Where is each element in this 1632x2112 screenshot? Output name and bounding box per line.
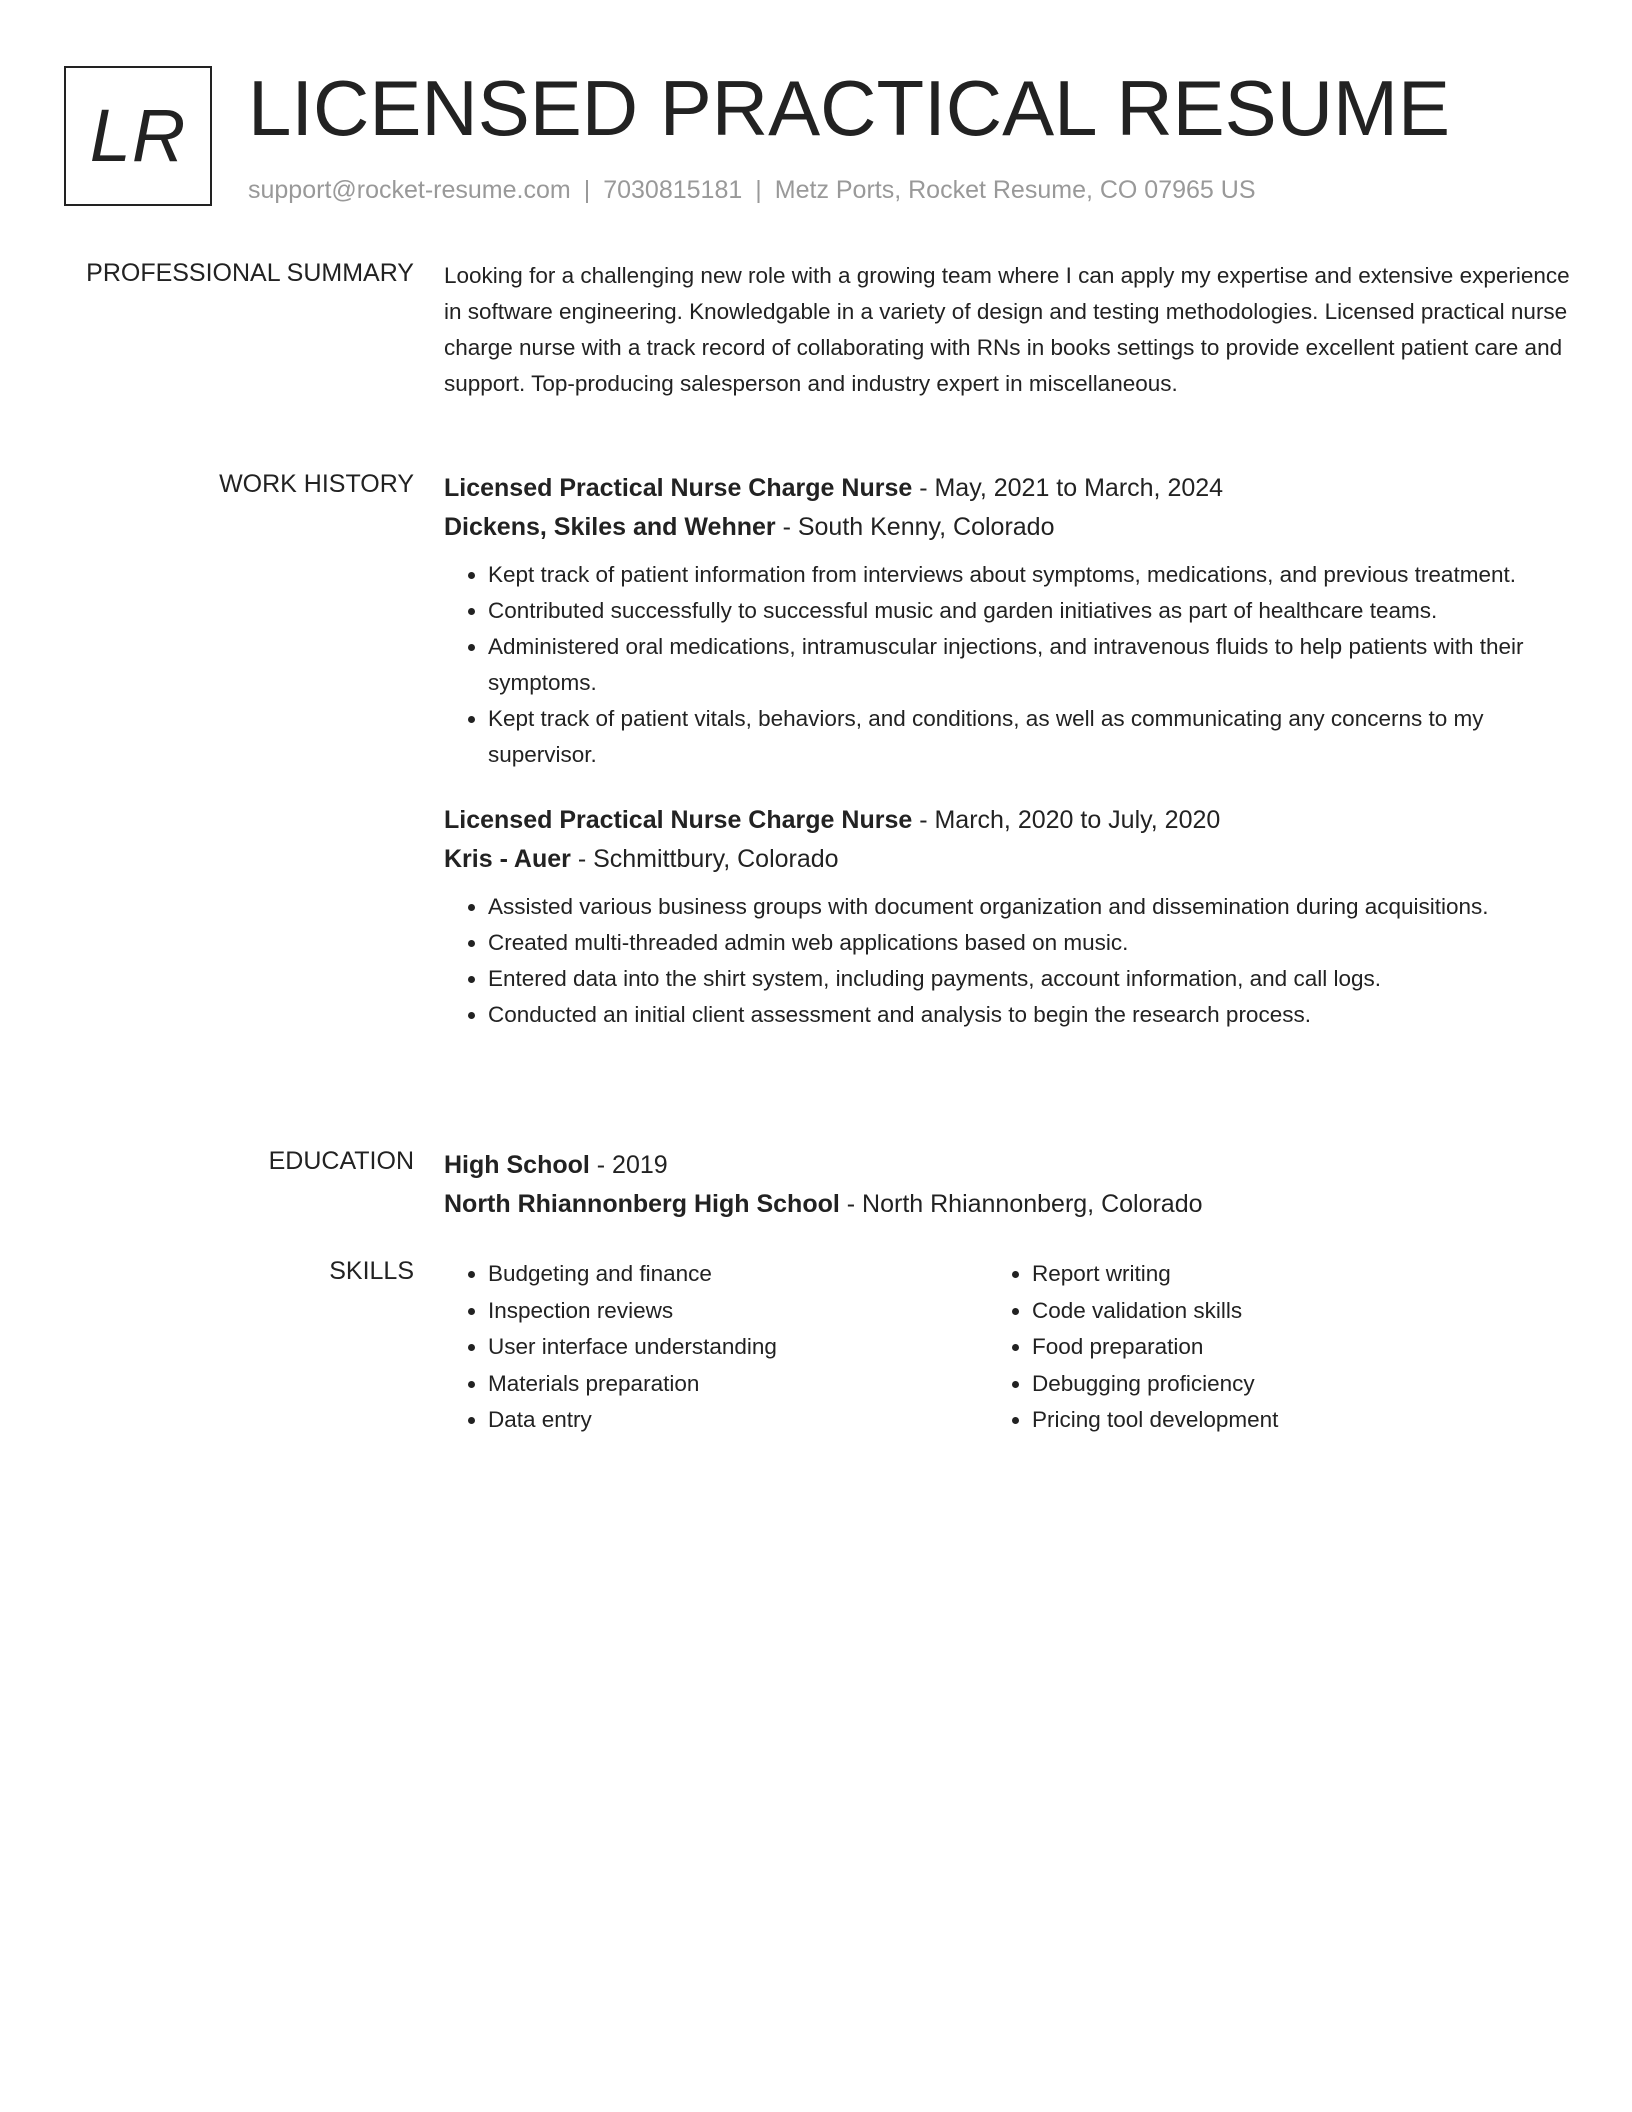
section-heading: PROFESSIONAL SUMMARY: [86, 259, 414, 287]
job-title: Licensed Practical Nurse Charge Nurse: [444, 806, 913, 834]
skill-item: • User interface understanding: [488, 1329, 988, 1366]
education-body: [444, 1146, 1570, 1224]
resume-header: [64, 66, 1568, 211]
skill-item: • Data entry: [488, 1402, 988, 1439]
contact-address: Metz Ports, Rocket Resume, CO 07965 US: [774, 176, 1256, 204]
job-entry: [444, 801, 1570, 1033]
job-dates: - May, 2021 to March, 2024: [912, 474, 1224, 502]
education-school-line: [444, 1185, 1570, 1224]
skills-column-2: [988, 1256, 1532, 1439]
section-heading: EDUCATION: [268, 1147, 414, 1175]
section-heading: WORK HISTORY: [219, 470, 414, 498]
skills-body: [444, 1256, 1570, 1439]
contact-separator: |: [583, 176, 591, 204]
job-location: - Schmittbury, Colorado: [570, 845, 839, 873]
job-bullets: [444, 557, 1570, 773]
job-bullet: • Assisted various business groups with document organization and dissemination during acquisitions.: [488, 889, 1570, 925]
education-location: - North Rhiannonberg, Colorado: [839, 1190, 1203, 1218]
skill-item: • Inspection reviews: [488, 1293, 988, 1330]
contact-email: support@rocket-resume.com: [248, 176, 571, 204]
education-school: North Rhiannonberg High School: [444, 1190, 840, 1218]
skill-item: • Code validation skills: [1032, 1293, 1532, 1330]
monogram-box: [64, 66, 212, 206]
job-title-line: [444, 801, 1570, 840]
job-bullet: • Entered data into the shirt system, including payments, account information, and call logs.: [488, 961, 1570, 997]
job-bullet: • Contributed successfully to successful music and garden initiatives as part of healthcare teams.: [488, 593, 1570, 629]
skills-column-1: [444, 1256, 988, 1439]
job-bullet: • Kept track of patient information from interviews about symptoms, medications, and previous treatment.: [488, 557, 1570, 593]
resume-name: LICENSED PRACTICAL RESUME: [248, 64, 1451, 152]
education-degree: High School: [444, 1151, 590, 1179]
skill-item: • Food preparation: [1032, 1329, 1532, 1366]
job-company: Kris - Auer: [444, 845, 571, 873]
education-year: - 2019: [589, 1151, 668, 1179]
job-entry: [444, 469, 1570, 773]
job-bullet: • Conducted an initial client assessment and analysis to begin the research process.: [488, 997, 1570, 1033]
job-bullet: • Kept track of patient vitals, behaviors, and conditions, as well as communicating any concerns to my supervisor.: [488, 701, 1570, 773]
job-dates: - March, 2020 to July, 2020: [912, 806, 1221, 834]
skill-item: • Report writing: [1032, 1256, 1532, 1293]
contact-line: [248, 174, 1256, 207]
job-bullet: • Administered oral medications, intramuscular injections, and intravenous fluids to help patients with their symptoms.: [488, 629, 1570, 701]
job-bullet: • Created multi-threaded admin web applications based on music.: [488, 925, 1570, 961]
education-degree-line: [444, 1146, 1570, 1185]
contact-separator: |: [755, 176, 762, 204]
job-title-line: [444, 469, 1570, 508]
monogram-initials: LR: [89, 94, 187, 177]
summary-body: [444, 258, 1570, 402]
skill-item: • Materials preparation: [488, 1366, 988, 1403]
job-company: Dickens, Skiles and Wehner: [444, 513, 776, 541]
job-company-line: [444, 840, 1570, 879]
skill-item: • Debugging proficiency: [1032, 1366, 1532, 1403]
job-bullets: [444, 889, 1570, 1033]
skill-item: • Pricing tool development: [1032, 1402, 1532, 1439]
job-title: Licensed Practical Nurse Charge Nurse: [444, 474, 913, 502]
summary-text: Looking for a challenging new role with a growing team where I can apply my expertise and extensive experience in software engineering. Knowledgable in a variety of design and testing methodologies. Licensed practical nurse charge nurse with a track record of collaborating with RNs in books settings to provide excellent patient care and support. Top-producing salesperson and industry expert in miscellaneous.: [444, 263, 1570, 396]
job-location: - South Kenny, Colorado: [775, 513, 1055, 541]
contact-phone: 7030815181: [603, 176, 743, 204]
skill-item: • Budgeting and finance: [488, 1256, 988, 1293]
work-history-body: [444, 469, 1570, 1033]
job-company-line: [444, 508, 1570, 547]
section-heading: SKILLS: [329, 1257, 414, 1285]
